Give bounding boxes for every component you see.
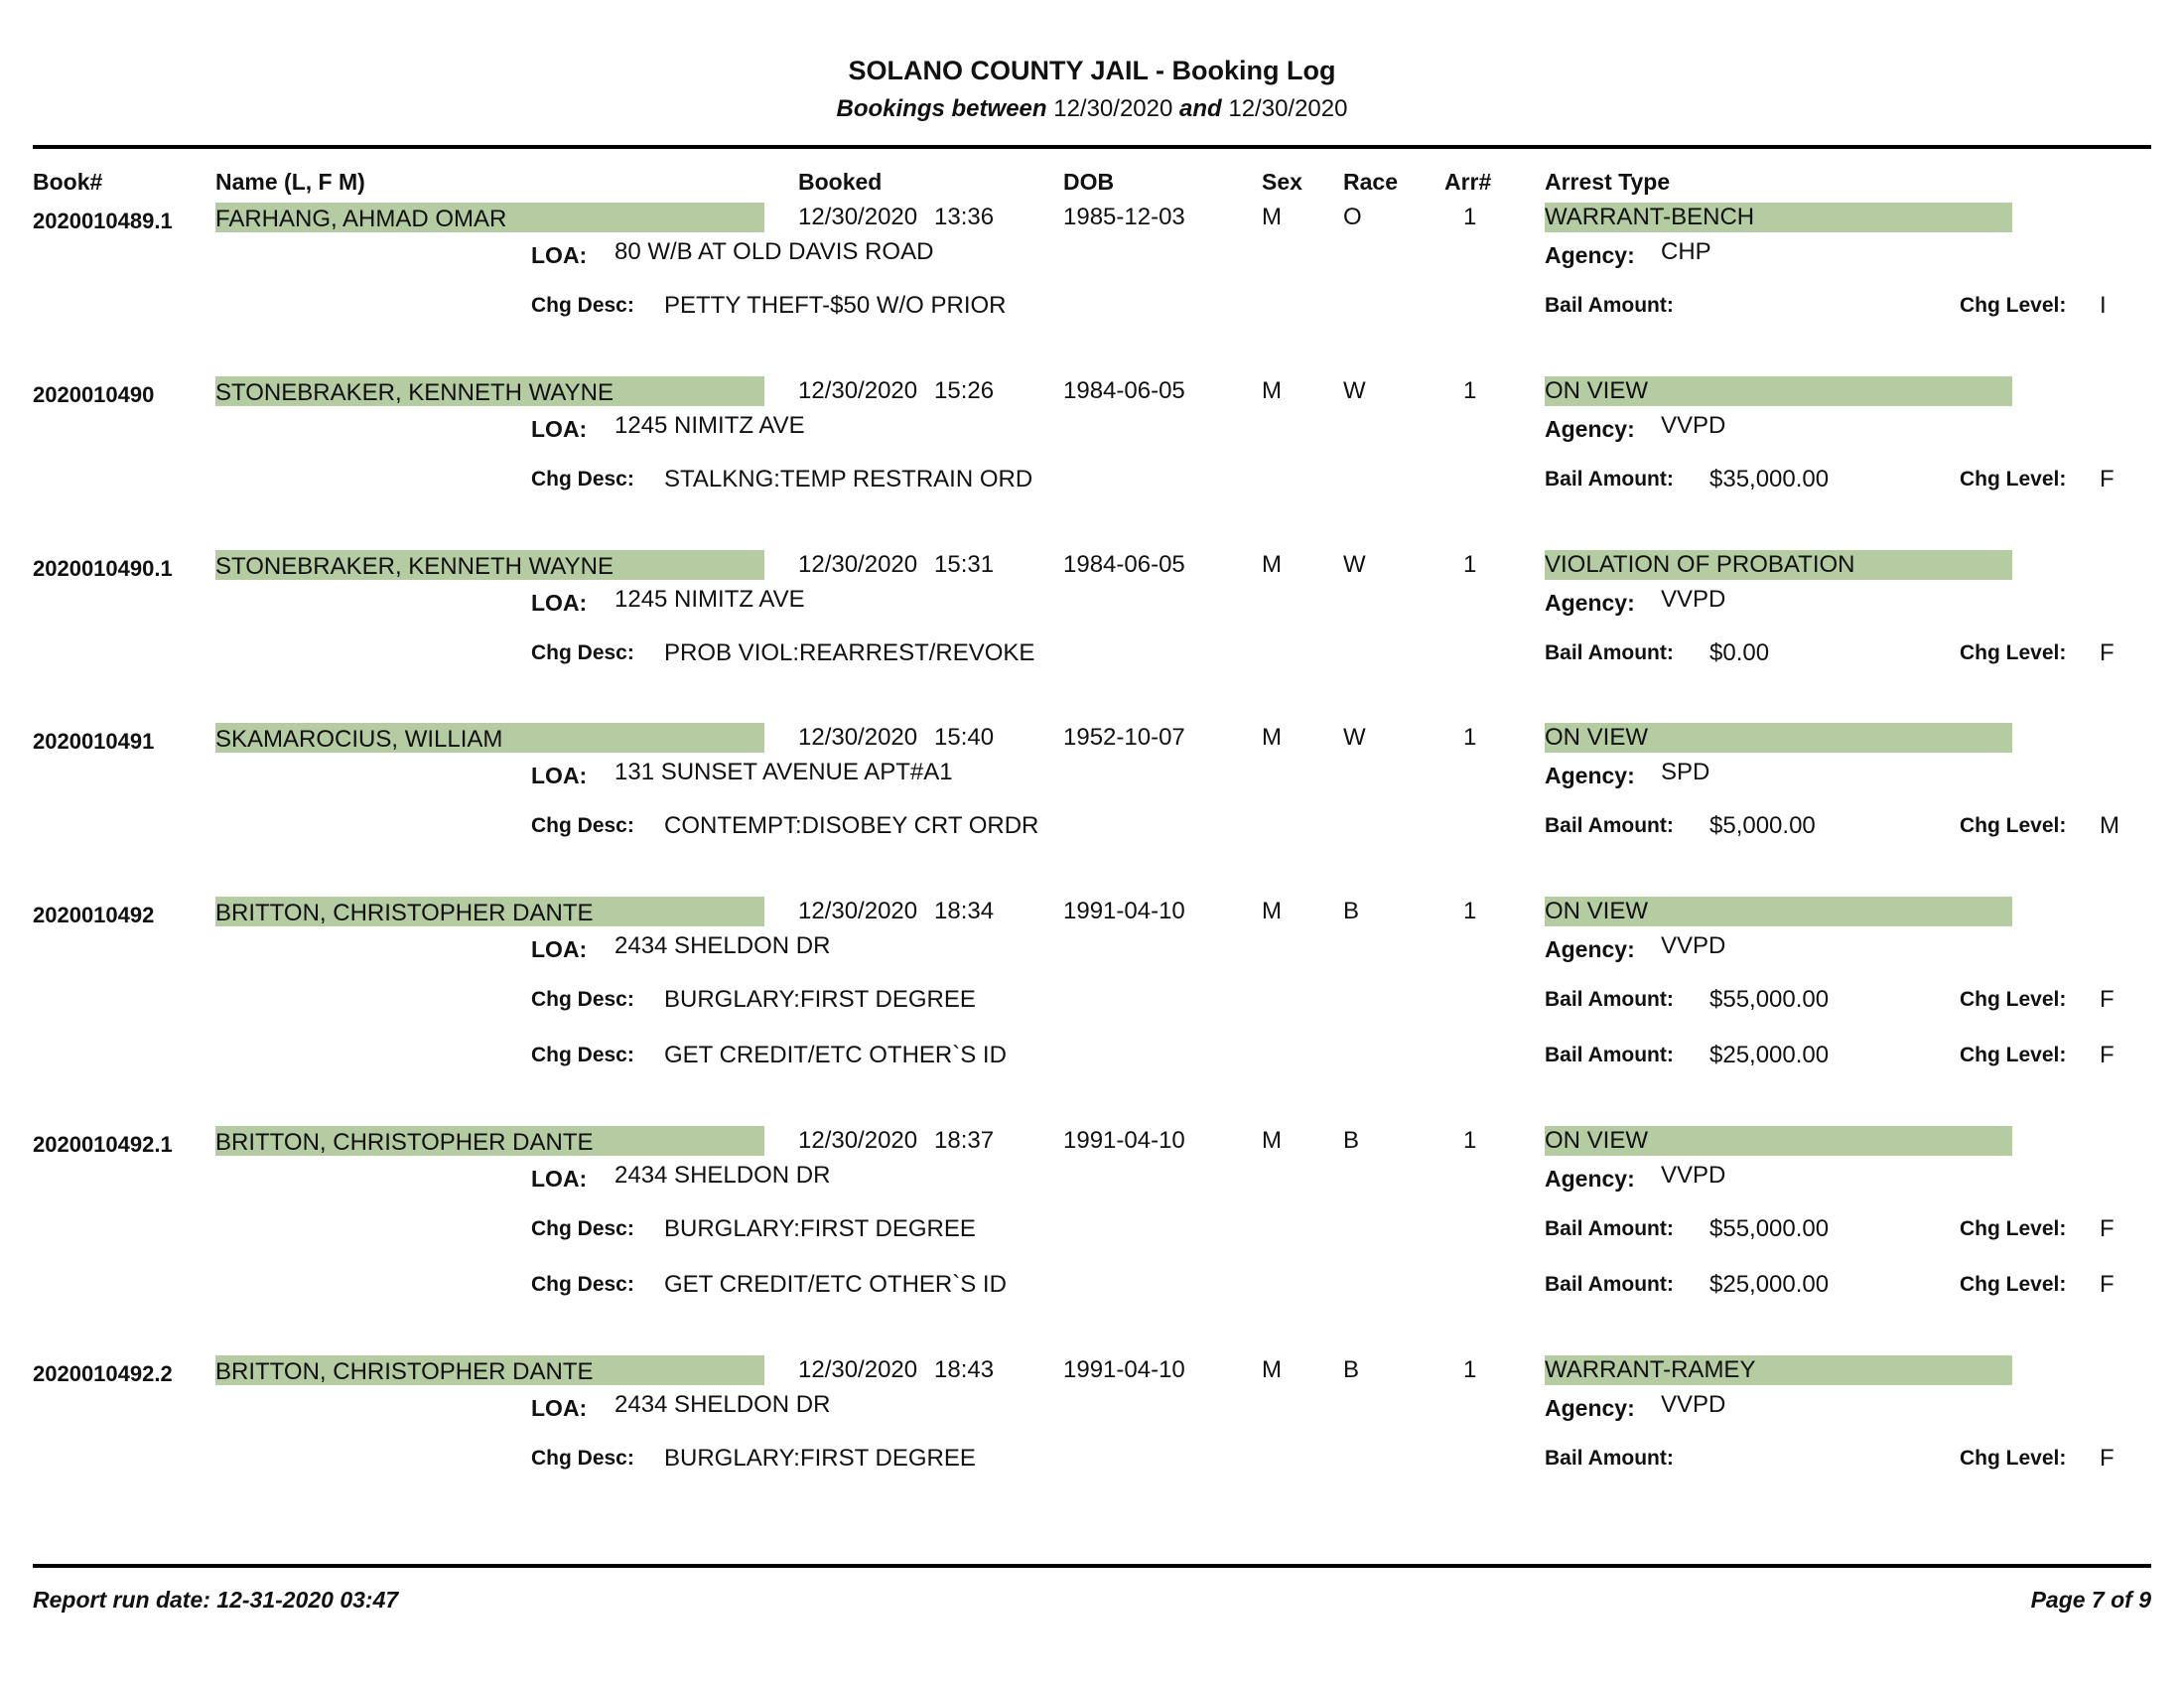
- bail-amount-label: Bail Amount:: [1545, 1044, 1674, 1066]
- agency-value: VVPD: [1661, 586, 1726, 613]
- agency-value: VVPD: [1661, 1391, 1726, 1418]
- report-subtitle: [0, 95, 2184, 123]
- bail-amount-value: $0.00: [1709, 639, 1770, 666]
- booked-time: 13:36: [934, 204, 995, 230]
- booked-time: 18:43: [934, 1356, 995, 1383]
- range-prefix: Bookings between: [836, 95, 1047, 122]
- col-header-booked: Booked: [798, 169, 883, 195]
- chg-level-value: F: [2100, 1271, 2115, 1298]
- book-number: 2020010490: [33, 382, 155, 407]
- loa-value: 1245 NIMITZ AVE: [614, 586, 805, 613]
- loa-value: 80 W/B AT OLD DAVIS ROAD: [614, 238, 934, 265]
- agency-value: VVPD: [1661, 1162, 1726, 1189]
- booking-record: [0, 1122, 2184, 1350]
- bail-amount-label: Bail Amount:: [1545, 641, 1674, 664]
- booked-date: 12/30/2020: [798, 377, 918, 404]
- race: B: [1343, 1356, 1360, 1383]
- inmate-name: BRITTON, CHRISTOPHER DANTE: [215, 1129, 594, 1156]
- arrest-number: 1: [1463, 898, 1477, 924]
- chg-level-label: Chg Level:: [1960, 1273, 2067, 1296]
- booked-date: 12/30/2020: [798, 898, 918, 924]
- chg-desc-label: Chg Desc:: [531, 988, 634, 1011]
- chg-desc-label: Chg Desc:: [531, 1044, 634, 1066]
- col-header-arrest-type: Arrest Type: [1545, 169, 1671, 195]
- booked-time: 15:40: [934, 724, 995, 751]
- chg-level-value: F: [2100, 1042, 2115, 1068]
- bail-amount-value: $5,000.00: [1709, 812, 1816, 839]
- inmate-name: STONEBRAKER, KENNETH WAYNE: [215, 379, 614, 406]
- top-rule: [33, 145, 2151, 149]
- arrest-type: ON VIEW: [1545, 1127, 1649, 1154]
- booked-time: 18:34: [934, 898, 995, 924]
- arrest-type: VIOLATION OF PROBATION: [1545, 551, 1855, 578]
- agency-label: Agency:: [1545, 936, 1635, 962]
- booked-date: 12/30/2020: [798, 204, 918, 230]
- booked-time: 15:26: [934, 377, 995, 404]
- chg-level-value: F: [2100, 466, 2115, 492]
- arrest-type: WARRANT-BENCH: [1545, 204, 1755, 230]
- chg-level-value: F: [2100, 1215, 2115, 1242]
- report-run-date: Report run date: 12-31-2020 03:47: [33, 1587, 399, 1613]
- bail-amount-value: $35,000.00: [1709, 466, 1830, 492]
- agency-label: Agency:: [1545, 763, 1635, 788]
- loa-label: LOA:: [531, 242, 588, 268]
- agency-label: Agency:: [1545, 590, 1635, 616]
- chg-desc-value: PROB VIOL:REARREST/REVOKE: [664, 639, 1035, 666]
- col-header-book: Book#: [33, 169, 103, 195]
- book-number: 2020010492.1: [33, 1132, 173, 1157]
- bail-amount-label: Bail Amount:: [1545, 1273, 1674, 1296]
- book-number: 2020010492: [33, 903, 155, 927]
- arrest-number: 1: [1463, 724, 1477, 751]
- report-title: SOLANO COUNTY JAIL - Booking Log: [848, 56, 1336, 85]
- dob: 1952-10-07: [1063, 724, 1185, 751]
- chg-desc-label: Chg Desc:: [531, 641, 634, 664]
- dob: 1991-04-10: [1063, 898, 1185, 924]
- loa-value: 2434 SHELDON DR: [614, 1162, 831, 1189]
- bottom-rule: [33, 1564, 2151, 1568]
- inmate-name: FARHANG, AHMAD OMAR: [215, 206, 507, 232]
- chg-level-label: Chg Level:: [1960, 641, 2067, 664]
- book-number: 2020010490.1: [33, 556, 173, 581]
- range-start: 12/30/2020: [1053, 95, 1173, 122]
- dob: 1991-04-10: [1063, 1127, 1185, 1154]
- chg-desc-value: BURGLARY:FIRST DEGREE: [664, 1445, 976, 1472]
- chg-level-label: Chg Level:: [1960, 1217, 2067, 1240]
- chg-desc-value: STALKNG:TEMP RESTRAIN ORD: [664, 466, 1033, 492]
- chg-level-value: F: [2100, 639, 2115, 666]
- agency-value: SPD: [1661, 759, 1710, 785]
- race: W: [1343, 724, 1366, 751]
- sex: M: [1262, 1356, 1282, 1383]
- chg-desc-label: Chg Desc:: [531, 294, 634, 317]
- col-header-name: Name (L, F M): [215, 169, 365, 195]
- agency-label: Agency:: [1545, 416, 1635, 442]
- loa-value: 1245 NIMITZ AVE: [614, 412, 805, 439]
- sex: M: [1262, 204, 1282, 230]
- chg-desc-label: Chg Desc:: [531, 814, 634, 837]
- range-mid: and: [1179, 95, 1222, 122]
- sex: M: [1262, 1127, 1282, 1154]
- arrest-type: ON VIEW: [1545, 724, 1649, 751]
- bail-amount-value: $55,000.00: [1709, 986, 1830, 1013]
- chg-level-value: I: [2100, 292, 2107, 319]
- chg-desc-value: BURGLARY:FIRST DEGREE: [664, 1215, 976, 1242]
- inmate-name: BRITTON, CHRISTOPHER DANTE: [215, 900, 594, 926]
- chg-level-label: Chg Level:: [1960, 294, 2067, 317]
- col-header-dob: DOB: [1063, 169, 1115, 195]
- inmate-name: BRITTON, CHRISTOPHER DANTE: [215, 1358, 594, 1385]
- book-number: 2020010489.1: [33, 209, 173, 233]
- arrest-type: WARRANT-RAMEY: [1545, 1356, 1756, 1383]
- col-header-race: Race: [1343, 169, 1398, 195]
- col-header-arr: Arr#: [1444, 169, 1492, 195]
- booked-time: 15:31: [934, 551, 995, 578]
- chg-level-value: F: [2100, 1445, 2115, 1472]
- booking-record: [0, 1351, 2184, 1580]
- bail-amount-label: Bail Amount:: [1545, 1217, 1674, 1240]
- agency-value: VVPD: [1661, 412, 1726, 439]
- chg-desc-value: GET CREDIT/ETC OTHER`S ID: [664, 1042, 1007, 1068]
- booked-date: 12/30/2020: [798, 1127, 918, 1154]
- booked-date: 12/30/2020: [798, 1356, 918, 1383]
- arrest-number: 1: [1463, 551, 1477, 578]
- loa-value: 131 SUNSET AVENUE APT#A1: [614, 759, 953, 785]
- chg-level-label: Chg Level:: [1960, 814, 2067, 837]
- page-number: Page 7 of 9: [2030, 1587, 2151, 1613]
- inmate-name: SKAMAROCIUS, WILLIAM: [215, 726, 503, 753]
- range-end: 12/30/2020: [1228, 95, 1348, 122]
- bail-amount-label: Bail Amount:: [1545, 814, 1674, 837]
- arrest-number: 1: [1463, 377, 1477, 404]
- col-header-sex: Sex: [1262, 169, 1302, 195]
- book-number: 2020010492.2: [33, 1361, 173, 1386]
- chg-level-label: Chg Level:: [1960, 1447, 2067, 1470]
- sex: M: [1262, 377, 1282, 404]
- chg-desc-value: CONTEMPT:DISOBEY CRT ORDR: [664, 812, 1039, 839]
- dob: 1984-06-05: [1063, 551, 1185, 578]
- booked-time: 18:37: [934, 1127, 995, 1154]
- booked-date: 12/30/2020: [798, 724, 918, 751]
- chg-desc-label: Chg Desc:: [531, 468, 634, 491]
- loa-label: LOA:: [531, 763, 588, 788]
- arrest-type: ON VIEW: [1545, 377, 1649, 404]
- loa-label: LOA:: [531, 936, 588, 962]
- chg-level-value: M: [2100, 812, 2119, 839]
- chg-level-label: Chg Level:: [1960, 988, 2067, 1011]
- chg-desc-label: Chg Desc:: [531, 1273, 634, 1296]
- loa-label: LOA:: [531, 590, 588, 616]
- chg-desc-value: GET CREDIT/ETC OTHER`S ID: [664, 1271, 1007, 1298]
- booking-record: [0, 893, 2184, 1121]
- race: B: [1343, 898, 1360, 924]
- bail-amount-label: Bail Amount:: [1545, 294, 1674, 317]
- agency-value: VVPD: [1661, 932, 1726, 959]
- booked-date: 12/30/2020: [798, 551, 918, 578]
- chg-desc-label: Chg Desc:: [531, 1447, 634, 1470]
- arrest-number: 1: [1463, 1356, 1477, 1383]
- bail-amount-label: Bail Amount:: [1545, 468, 1674, 491]
- loa-value: 2434 SHELDON DR: [614, 1391, 831, 1418]
- chg-level-label: Chg Level:: [1960, 1044, 2067, 1066]
- chg-desc-label: Chg Desc:: [531, 1217, 634, 1240]
- bail-amount-value: $25,000.00: [1709, 1042, 1830, 1068]
- chg-desc-value: PETTY THEFT-$50 W/O PRIOR: [664, 292, 1007, 319]
- race: W: [1343, 551, 1366, 578]
- inmate-name: STONEBRAKER, KENNETH WAYNE: [215, 553, 614, 580]
- bail-amount-label: Bail Amount:: [1545, 988, 1674, 1011]
- chg-desc-value: BURGLARY:FIRST DEGREE: [664, 986, 976, 1013]
- bail-amount-value: $25,000.00: [1709, 1271, 1830, 1298]
- race: O: [1343, 204, 1362, 230]
- sex: M: [1262, 724, 1282, 751]
- dob: 1985-12-03: [1063, 204, 1185, 230]
- agency-label: Agency:: [1545, 1166, 1635, 1192]
- arrest-type: ON VIEW: [1545, 898, 1649, 924]
- race: W: [1343, 377, 1366, 404]
- bail-amount-label: Bail Amount:: [1545, 1447, 1674, 1470]
- book-number: 2020010491: [33, 729, 155, 754]
- chg-level-label: Chg Level:: [1960, 468, 2067, 491]
- dob: 1991-04-10: [1063, 1356, 1185, 1383]
- agency-value: CHP: [1661, 238, 1711, 265]
- agency-label: Agency:: [1545, 1395, 1635, 1421]
- bail-amount-value: $55,000.00: [1709, 1215, 1830, 1242]
- loa-label: LOA:: [531, 416, 588, 442]
- chg-level-value: F: [2100, 986, 2115, 1013]
- agency-label: Agency:: [1545, 242, 1635, 268]
- sex: M: [1262, 898, 1282, 924]
- arrest-number: 1: [1463, 204, 1477, 230]
- loa-value: 2434 SHELDON DR: [614, 932, 831, 959]
- race: B: [1343, 1127, 1360, 1154]
- loa-label: LOA:: [531, 1395, 588, 1421]
- loa-label: LOA:: [531, 1166, 588, 1192]
- arrest-number: 1: [1463, 1127, 1477, 1154]
- dob: 1984-06-05: [1063, 377, 1185, 404]
- sex: M: [1262, 551, 1282, 578]
